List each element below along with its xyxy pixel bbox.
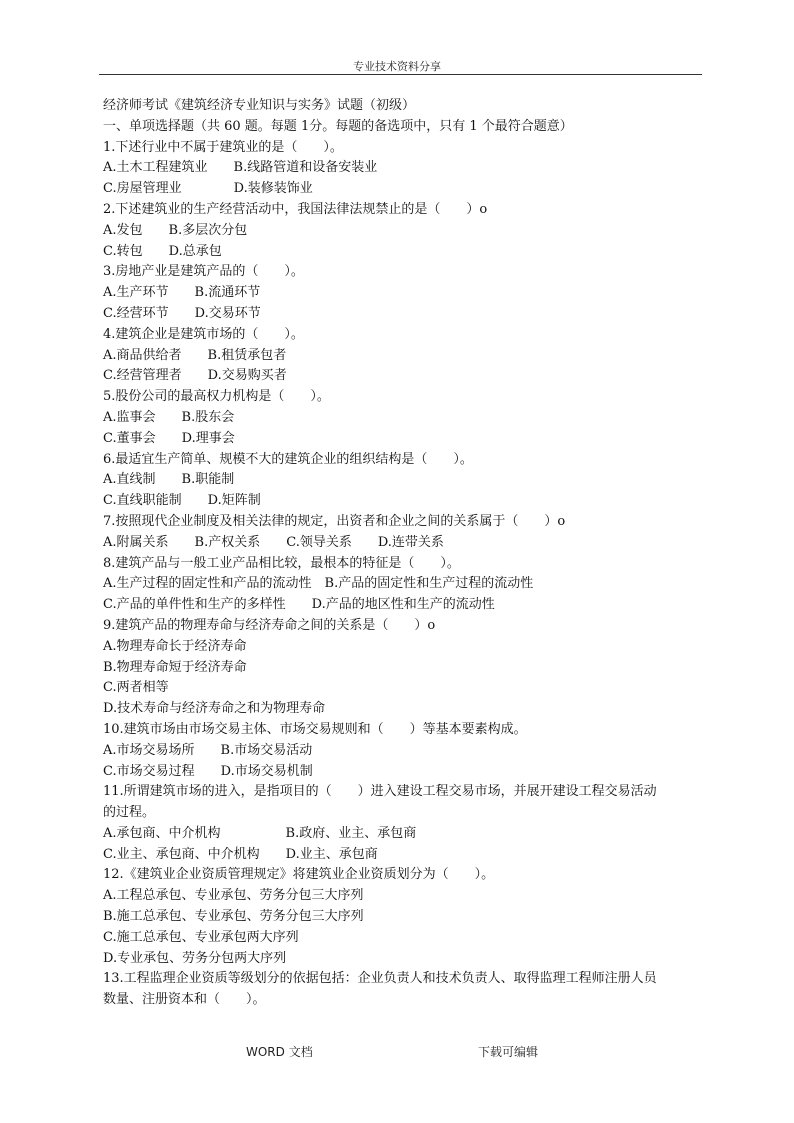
footer-left-text: WORD 文档 bbox=[246, 1045, 313, 1059]
question-stem: 5.股份公司的最高权力机构是（ ）。 bbox=[103, 389, 330, 405]
question-line: A.商品供给者 B.租赁承包者 bbox=[103, 347, 287, 363]
question-stem: 12.《建筑业企业资质管理规定》将建筑业企业资质划分为（ ）。 bbox=[103, 867, 495, 883]
question-line: A.市场交易场所 B.市场交易活动 bbox=[103, 742, 313, 758]
question-line: A.发包 B.多层次分包 bbox=[103, 222, 248, 238]
question-stem: 2.下述建筑业的生产经营活动中，我国法律法规禁止的是（ ）o bbox=[103, 201, 488, 217]
question-line: A.监事会 B.股东会 bbox=[103, 409, 235, 425]
section-heading: 一、单项选择题（共 60 题。每题 1分。每题的备选项中，只有 1 个最符合题意） bbox=[103, 118, 573, 134]
question-line: A.工程总承包、专业承包、劳务分包三大序列 bbox=[103, 888, 364, 904]
question-line: C.转包 D.总承包 bbox=[103, 243, 222, 259]
question-list bbox=[103, 138, 708, 1011]
document-body bbox=[103, 96, 708, 1011]
question-line: C.两者相等 bbox=[103, 680, 169, 696]
question-line: A.承包商、中介机构 B.政府、业主、承包商 bbox=[103, 825, 417, 841]
question-line: D.技术寿命与经济寿命之和为物理寿命 bbox=[103, 701, 326, 717]
question-line: C.业主、承包商、中介机构 D.业主、承包商 bbox=[103, 846, 378, 862]
question-line: C.产品的单件性和生产的多样性 D.产品的地区性和生产的流动性 bbox=[103, 597, 495, 613]
header-divider bbox=[99, 74, 702, 75]
question-line: C.市场交易过程 D.市场交易机制 bbox=[103, 763, 313, 779]
question-line: 数量、注册资本和（ ）。 bbox=[103, 992, 266, 1008]
question-stem: 13.工程监理企业资质等级划分的依据包括：企业负责人和技术负责人、取得监理工程师注册人员 bbox=[103, 971, 657, 987]
page-header: 专业技术资料分享 bbox=[353, 60, 441, 73]
question-line: B.物理寿命短于经济寿命 bbox=[103, 659, 247, 675]
question-line: C.直线职能制 D.矩阵制 bbox=[103, 493, 261, 509]
question-line: C.施工总承包、专业承包两大序列 bbox=[103, 929, 299, 945]
question-line: A.直线制 B.职能制 bbox=[103, 472, 235, 488]
question-line: A.附属关系 B.产权关系 C.领导关系 D.连带关系 bbox=[103, 534, 444, 550]
question-stem: 10.建筑市场由市场交易主体、市场交易规则和（ ）等基本要素构成。 bbox=[103, 721, 527, 737]
question-line: A.生产过程的固定性和产品的流动性 B.产品的固定性和生产过程的流动性 bbox=[103, 576, 534, 592]
question-line: A.物理寿命长于经济寿命 bbox=[103, 638, 247, 654]
question-line: C.经营环节 D.交易环节 bbox=[103, 305, 261, 321]
question-stem: 1.下述行业中不属于建筑业的是（ ）。 bbox=[103, 139, 343, 155]
question-line: C.房屋管理业 D.装修装饰业 bbox=[103, 181, 313, 197]
question-line: B.施工总承包、专业承包、劳务分包三大序列 bbox=[103, 909, 364, 925]
footer-right-text: 下载可编辑 bbox=[478, 1045, 539, 1059]
question-line: 的过程。 bbox=[103, 805, 156, 821]
question-line: A.生产环节 B.流通环节 bbox=[103, 285, 261, 301]
question-line: D.专业承包、劳务分包两大序列 bbox=[103, 950, 287, 966]
question-stem: 11.所谓建筑市场的进入，是指项目的（ ）进入建设工程交易市场，并展开建设工程交易活动 bbox=[103, 784, 657, 800]
question-line: C.经营管理者 D.交易购买者 bbox=[103, 368, 287, 384]
question-line: A.土木工程建筑业 B.线路管道和设备安装业 bbox=[103, 160, 378, 176]
question-stem: 4.建筑企业是建筑市场的（ ）。 bbox=[103, 326, 304, 342]
question-stem: 7.按照现代企业制度及相关法律的规定，出资者和企业之间的关系属于（ ）o bbox=[103, 513, 566, 529]
question-line: C.董事会 D.理事会 bbox=[103, 430, 235, 446]
question-stem: 3.房地产业是建筑产品的（ ）。 bbox=[103, 264, 304, 280]
question-stem: 8.建筑产品与一般工业产品相比较，最根本的特征是（ ）。 bbox=[103, 555, 460, 571]
document-title: 经济师考试《建筑经济专业知识与实务》试题（初级） bbox=[103, 98, 416, 113]
question-stem: 9.建筑产品的物理寿命与经济寿命之间的关系是（ ）o bbox=[103, 617, 436, 633]
question-stem: 6.最适宜生产简单、规模不大的建筑企业的组织结构是（ ）。 bbox=[103, 451, 473, 467]
